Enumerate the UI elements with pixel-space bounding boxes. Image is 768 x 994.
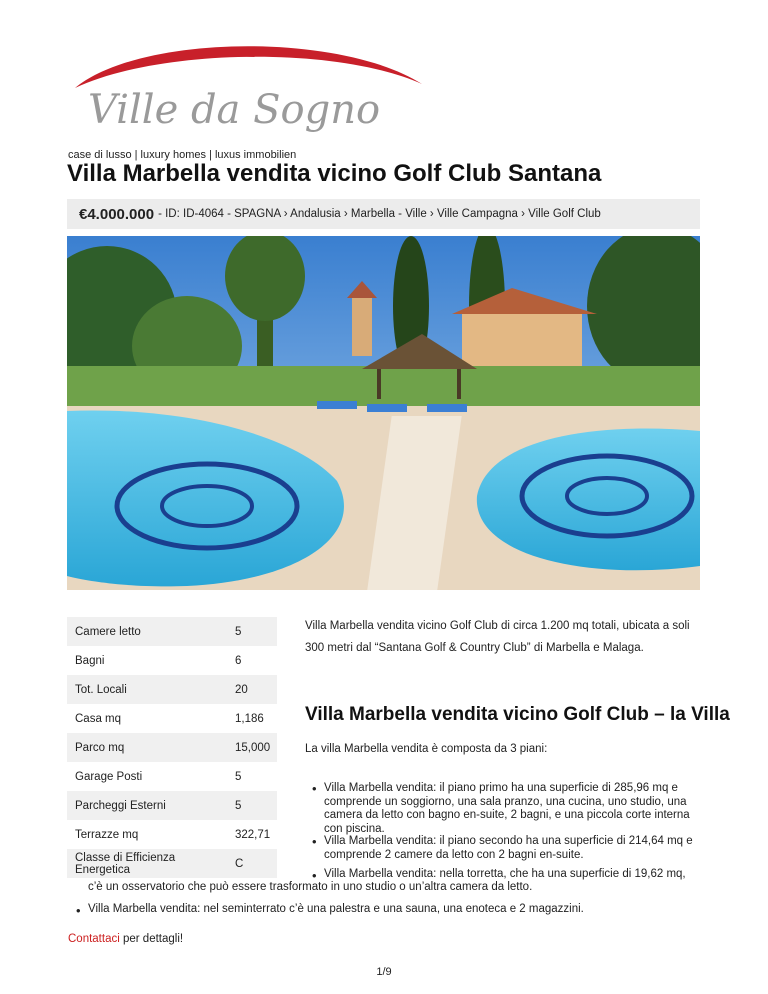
spec-value: 5 xyxy=(227,762,277,791)
table-row xyxy=(67,791,277,820)
price: €4.000.000 xyxy=(79,205,155,223)
table-row xyxy=(67,733,277,762)
spec-value: 6 xyxy=(227,646,277,675)
list-item xyxy=(312,868,686,880)
contact-line xyxy=(68,933,183,945)
spec-label: Casa mq xyxy=(67,704,227,733)
list-item xyxy=(76,903,584,915)
spec-value: C xyxy=(227,849,277,878)
table-row xyxy=(67,820,277,849)
spec-value: 5 xyxy=(227,791,277,820)
price-bar xyxy=(67,199,700,229)
list-item: • Villa Marbella vendita: il piano secondo ha una superficie di 214,64 mq e comprende 2 camere da letto con 2 bagni en-suite. xyxy=(312,835,697,862)
spec-label: Tot. Locali xyxy=(67,675,227,704)
intro-paragraph: Villa Marbella vendita vicino Golf Club di circa 1.200 mq totali, ubicata a soli 300 metri dal “Santana Golf & Country Club” di Marbella e Malaga. xyxy=(305,620,690,654)
ville-da-sogno-logo xyxy=(70,40,430,140)
table-row xyxy=(67,762,277,791)
table-row xyxy=(67,675,277,704)
page-title: Villa Marbella vendita vicino Golf Club Santana xyxy=(67,160,602,187)
section-heading: Villa Marbella vendita vicino Golf Club – la Villa xyxy=(305,704,730,725)
contact-link[interactable]: Contattaci xyxy=(68,933,120,945)
list-item-text: Villa Marbella vendita: nel seminterrato c’è una palestra e una sauna, una enoteca e 2 magazzini. xyxy=(88,903,584,915)
table-row xyxy=(67,646,277,675)
listing-meta: - ID: ID-4064 - SPAGNA › Andalusia › Marbella - Ville › Ville Campagna › Ville Golf Club xyxy=(158,208,601,220)
list-item-continuation: c’è un osservatorio che può essere trasformato in uno studio o un’altra camera da letto. xyxy=(88,881,533,893)
list-item-text: Villa Marbella vendita: nella torretta, che ha una superficie di 19,62 mq, xyxy=(324,868,686,880)
spec-label: Terrazze mq xyxy=(67,820,227,849)
spec-label: Bagni xyxy=(67,646,227,675)
spec-value: 1,186 xyxy=(227,704,277,733)
tagline: case di lusso | luxury homes | luxus immobilien xyxy=(68,149,297,161)
spec-value: 15,000 xyxy=(227,733,277,762)
bullet-list xyxy=(312,835,697,862)
spec-value: 20 xyxy=(227,675,277,704)
property-photo xyxy=(67,236,700,590)
spec-label: Garage Posti xyxy=(67,762,227,791)
spec-value: 5 xyxy=(227,617,277,646)
page-indicator: 1/9 xyxy=(376,966,392,978)
spec-label: Parcheggi Esterni xyxy=(67,791,227,820)
table-row xyxy=(67,617,277,646)
spec-label: Camere letto xyxy=(67,617,227,646)
lead-text: La villa Marbella vendita è composta da 3 piani: xyxy=(305,743,548,755)
spec-label: Classe di Efficienza Energetica xyxy=(67,849,227,878)
list-item: • Villa Marbella vendita: il piano primo ha una superficie di 285,96 mq e comprende un soggiorno, una sala pranzo, una cucina, uno studio, una camera da letto con bagno en-suite, 2 bagni, e una piccola corte interna con piscina. xyxy=(312,782,697,836)
table-row xyxy=(67,704,277,733)
spec-value: 322,71 xyxy=(227,820,277,849)
property-specs-table xyxy=(67,617,277,878)
table-row xyxy=(67,849,277,878)
spec-label: Parco mq xyxy=(67,733,227,762)
bullet-list xyxy=(312,782,697,836)
logo-wordmark: Ville da Sogno xyxy=(88,87,381,133)
contact-suffix: per dettagli! xyxy=(119,933,184,945)
